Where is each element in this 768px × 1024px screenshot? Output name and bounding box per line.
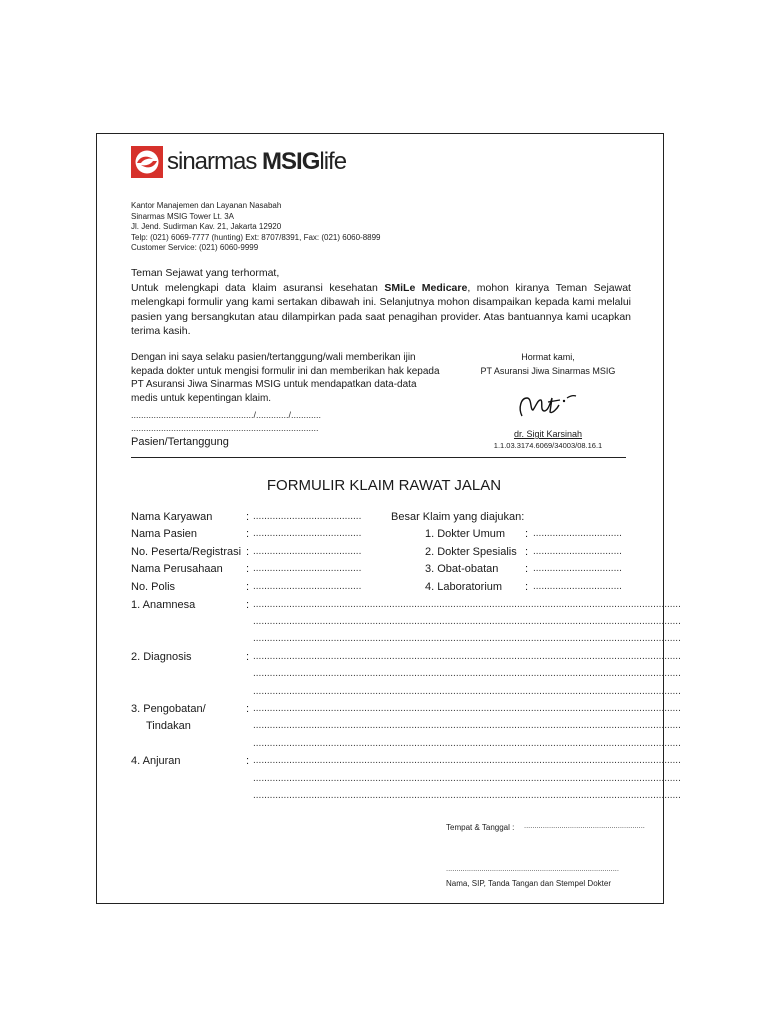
- form-title: FORMULIR KLAIM RAWAT JALAN: [266, 477, 502, 494]
- claim-label-dokter-spesialis: 2. Dokter Spesialis: [425, 546, 517, 558]
- anjuran-line[interactable]: ..........................................................................................................................................................: [253, 755, 681, 766]
- section-label-tindakan: Tindakan: [146, 720, 191, 732]
- no-peserta-field[interactable]: .......................................: [253, 546, 362, 557]
- product-name: SMiLe Medicare: [384, 281, 468, 294]
- colon: :: [246, 651, 250, 663]
- claim-header: Besar Klaim yang diajukan:: [391, 511, 525, 523]
- regards: Hormat kami,: [521, 352, 575, 362]
- anjuran-line[interactable]: ..........................................................................................................................................................: [253, 790, 681, 801]
- claim-label-dokter-umum: 1. Dokter Umum: [425, 528, 506, 540]
- nama-pasien-field[interactable]: .......................................: [253, 528, 362, 539]
- consent-caption: Pasien/Tertanggung: [131, 436, 229, 448]
- field-label-nama-karyawan: Nama Karyawan: [131, 511, 213, 523]
- section-label-pengobatan: 3. Pengobatan/: [131, 703, 206, 715]
- diagnosis-line[interactable]: ..........................................................................................................................................................: [253, 686, 681, 697]
- signature-image: [512, 386, 584, 424]
- anamnesa-line[interactable]: ..........................................................................................................................................................: [253, 599, 681, 610]
- field-label-no-polis: No. Polis: [131, 581, 176, 593]
- section-label-anjuran: 4. Anjuran: [131, 755, 181, 767]
- sinarmas-logo-icon: [131, 146, 163, 178]
- section-divider: [131, 457, 626, 458]
- field-label-nama-pasien: Nama Pasien: [131, 528, 198, 540]
- office-address: [131, 201, 381, 254]
- colon: :: [246, 528, 250, 540]
- obat-obatan-field[interactable]: ................................: [533, 563, 622, 574]
- colon: :: [246, 703, 250, 715]
- doctor-signature-caption: Nama, SIP, Tanda Tangan dan Stempel Dokter: [446, 879, 611, 888]
- colon: :: [246, 599, 250, 611]
- no-polis-field[interactable]: .......................................: [253, 581, 362, 592]
- diagnosis-line[interactable]: ..........................................................................................................................................................: [253, 668, 681, 679]
- consent-signature-line[interactable]: ...........................................................................: [131, 423, 319, 433]
- colon: :: [246, 581, 250, 593]
- diagnosis-line[interactable]: ..........................................................................................................................................................: [253, 651, 681, 662]
- intro-paragraph: Untuk melengkapi data klaim asuransi kesehatan SMiLe Medicare, mohon kiranya Teman Sejawat melengkapi formulir yang kami sertakan dibawah ini. Selanjutnya mohon disampaikan kepada kami melalui pasien yang bersangkutan atau dilampirkan pada saat penagihan provider. Atas bantuannya kami ucapkan terima kasih.: [131, 281, 631, 338]
- colon: :: [525, 563, 529, 575]
- nama-perusahaan-field[interactable]: .......................................: [253, 563, 362, 574]
- intro-letter: [131, 266, 631, 339]
- doctor-signature-line[interactable]: ...................................................................................: [446, 864, 619, 873]
- anamnesa-line[interactable]: ..........................................................................................................................................................: [253, 616, 681, 627]
- colon: :: [246, 511, 250, 523]
- consent-paragraph: Dengan ini saya selaku pasien/tertanggung/wali memberikan ijin kepada dokter untuk mengisi formulir ini dan memberikan hak kepada PT Asuransi Jiwa Sinarmas MSIG untuk mendapatkan data-data medis untuk kepentingan klaim.: [131, 352, 440, 404]
- consent-date-line[interactable]: ................................................./............./............: [131, 410, 322, 420]
- office-line: Kantor Manajemen dan Layanan Nasabah: [131, 201, 282, 210]
- colon: :: [246, 546, 250, 558]
- colon: :: [246, 563, 250, 575]
- section-label-anamnesa: 1. Anamnesa: [131, 599, 196, 611]
- signatory-number: 1.1.03.3174.6069/34003/08.16.1: [493, 441, 603, 450]
- dokter-umum-field[interactable]: ................................: [533, 528, 622, 539]
- dokter-spesialis-field[interactable]: ................................: [533, 546, 622, 557]
- anamnesa-line[interactable]: ..........................................................................................................................................................: [253, 633, 681, 644]
- signatory-company: PT Asuransi Jiwa Sinarmas MSIG: [480, 366, 616, 376]
- pengobatan-line[interactable]: ..........................................................................................................................................................: [253, 738, 681, 749]
- claim-label-obat-obatan: 3. Obat-obatan: [425, 563, 499, 575]
- pengobatan-line[interactable]: ..........................................................................................................................................................: [253, 703, 681, 714]
- field-label-no-peserta: No. Peserta/Registrasi: [131, 546, 242, 558]
- office-line: Telp: (021) 6069-7777 (hunting) Ext: 8707/8391, Fax: (021) 6060-8899: [131, 232, 381, 242]
- colon: :: [246, 755, 250, 767]
- laboratorium-field[interactable]: ................................: [533, 581, 622, 592]
- place-date-field[interactable]: ..........................................................: [524, 821, 645, 830]
- field-label-nama-perusahaan: Nama Perusahaan: [131, 563, 223, 575]
- office-line: Customer Service: (021) 6060-9999: [131, 243, 259, 252]
- colon: :: [525, 528, 529, 540]
- company-logo: [131, 145, 346, 179]
- office-line: Sinarmas MSIG Tower Lt. 3A: [131, 211, 234, 221]
- colon: :: [525, 581, 529, 593]
- claim-label-laboratorium: 4. Laboratorium: [425, 581, 503, 593]
- pengobatan-line[interactable]: ..........................................................................................................................................................: [253, 720, 681, 731]
- colon: :: [525, 546, 529, 558]
- nama-karyawan-field[interactable]: .......................................: [253, 511, 362, 522]
- anjuran-line[interactable]: ..........................................................................................................................................................: [253, 773, 681, 784]
- place-date-label: Tempat & Tanggal :: [446, 823, 515, 832]
- signatory-name: dr. Sigit Karsinah: [513, 429, 583, 439]
- section-label-diagnosis: 2. Diagnosis: [131, 651, 192, 663]
- office-line: Jl. Jend. Sudirman Kav. 21, Jakarta 12920: [131, 222, 282, 231]
- logo-wordmark: sinarmas MSIGlife: [167, 148, 347, 175]
- greeting: Teman Sejawat yang terhormat,: [131, 267, 280, 279]
